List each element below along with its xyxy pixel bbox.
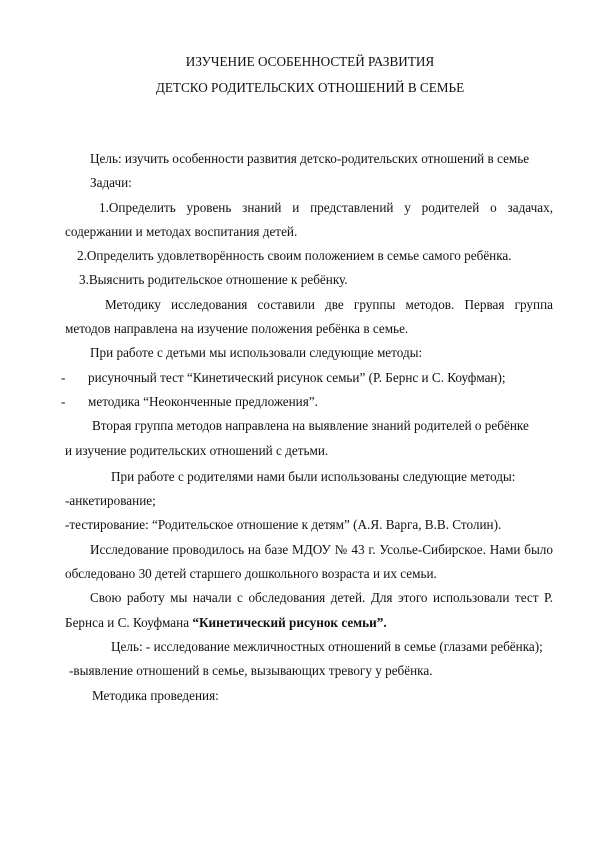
task-3: 3.Выяснить родительское отношение к ребёнку. — [79, 272, 348, 288]
list-dash: - — [61, 369, 66, 385]
kinetic-drawing-title: “Кинетический рисунок семьи”. — [192, 614, 387, 630]
children-method-2-text: методика “Неоконченные предложения”. — [88, 393, 318, 409]
study-base-paragraph: Исследование проводилось на базе МДОУ № 43 г. Усолье-Сибирское. Нами было обследовано 30 детей старшего дошкольного возраста и их семьи. — [65, 541, 553, 582]
parents-method-2: -тестирование: “Родительское отношение к детям” (А.Я. Варга, В.В. Столин). — [65, 517, 502, 533]
page-title-line-2: ДЕТСКО РОДИТЕЛЬСКИХ ОТНОШЕНИЙ В СЕМЬЕ — [155, 80, 465, 95]
parents-methods-intro: При работе с родителями нами были использованы следующие методы: — [111, 468, 516, 484]
task-2: 2.Определить удовлетворённость своим положением в семье самого ребёнка. — [77, 248, 512, 264]
goal-paragraph: Цель: изучить особенности развития детско-родительских отношений в семье — [90, 151, 530, 166]
start-paragraph — [65, 586, 553, 635]
page-title-line-1: ИЗУЧЕНИЕ ОСОБЕННОСТЕЙ РАЗВИТИЯ — [185, 54, 435, 69]
document-body — [61, 147, 553, 708]
methods-intro-paragraph: Методику исследования составили две группы методов. Первая группа методов направлена на изучение положения ребёнка в семье. — [65, 296, 553, 337]
tasks-heading: Задачи: — [90, 175, 132, 191]
test-goal-2: -выявление отношений в семье, вызывающих тревогу у ребёнка. — [69, 663, 433, 679]
children-method-1-text: рисуночный тест “Кинетический рисунок семьи” (Р. Бернс и С. Коуфман); — [88, 369, 506, 385]
procedure-heading: Методика проведения: — [92, 687, 219, 703]
list-dash: - — [61, 393, 66, 409]
children-method-2 — [61, 390, 553, 414]
group-2-paragraph: Вторая группа методов направлена на выявление знаний родителей о ребёнке и изучение родительских отношений с детьми. — [65, 418, 529, 458]
start-text: Свою работу мы начали с обследования детей. Для этого использовали тест Р. Бернса и С. Коуфмана — [65, 590, 553, 630]
task-1: 1.Определить уровень знаний и представлений у родителей о задачах, содержании и методах воспитания детей. — [65, 199, 553, 239]
children-method-1 — [61, 366, 553, 390]
children-methods-intro: При работе с детьми мы использовали следующие методы: — [90, 345, 423, 361]
parents-method-1: -анкетирование; — [65, 493, 156, 509]
test-goal-paragraph: Цель: - исследование межличностных отношений в семье (глазами ребёнка); — [111, 638, 543, 654]
